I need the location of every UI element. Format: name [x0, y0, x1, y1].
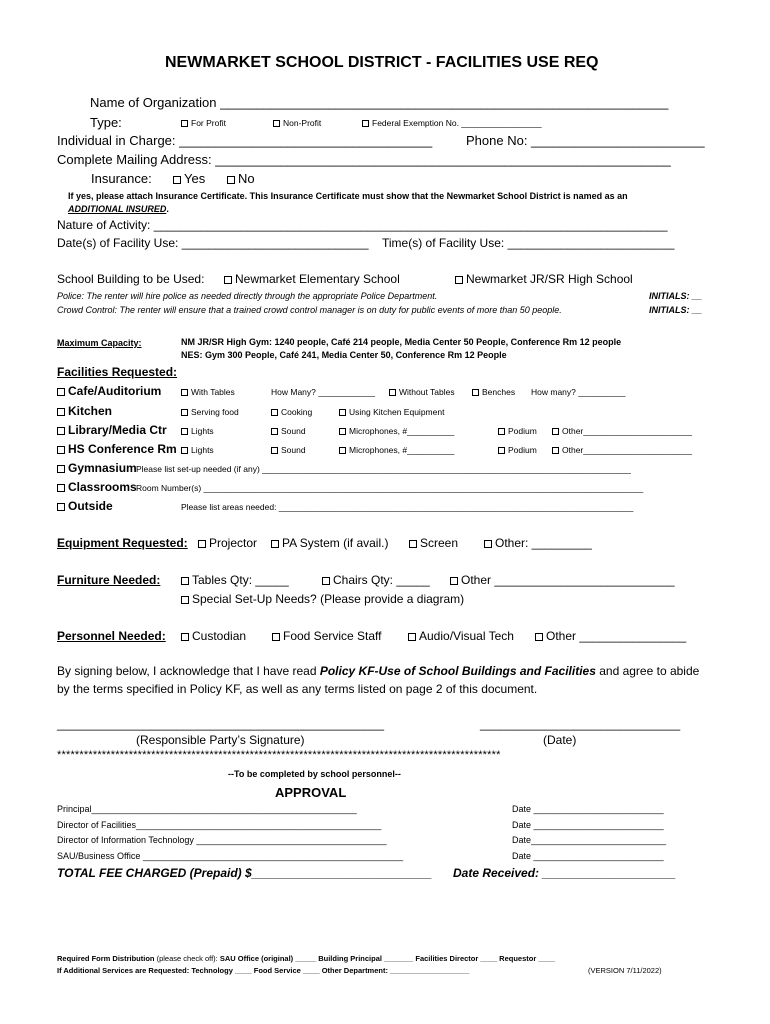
special-setup-option[interactable]: Special Set-Up Needs? (Please provide a diagram): [181, 593, 464, 605]
pa-system-option[interactable]: PA System (if avail.): [271, 537, 388, 549]
equipment-label: Equipment Requested:: [57, 536, 188, 550]
checkbox-icon[interactable]: [181, 409, 188, 416]
checkbox-icon[interactable]: [408, 633, 416, 641]
library-option[interactable]: Library/Media Ctr: [57, 424, 167, 436]
checkbox-icon[interactable]: [409, 540, 417, 548]
furniture-other-option[interactable]: Other ___________________________: [450, 574, 675, 586]
cafe-option[interactable]: Cafe/Auditorium: [57, 385, 161, 397]
classrooms-option[interactable]: Classrooms: [57, 481, 137, 493]
total-fee-field[interactable]: TOTAL FEE CHARGED (Prepaid) $___________________________: [57, 866, 432, 880]
facilities-heading: Facilities Requested:: [57, 365, 178, 379]
federal-exemption-option[interactable]: Federal Exemption No. _________________: [362, 119, 542, 128]
outside-areas-field[interactable]: Please list areas needed: ___________________________________________________________________________: [181, 502, 634, 512]
food-service-staff-option[interactable]: Food Service Staff: [272, 630, 382, 642]
signature-label: (Responsible Party’s Signature): [136, 733, 305, 747]
projector-option[interactable]: Projector: [198, 537, 257, 549]
conf-microphones-option[interactable]: Microphones, #__________: [339, 446, 454, 455]
serving-food-option[interactable]: Serving food: [181, 408, 239, 417]
signature-date-field[interactable]: ______________________________: [480, 717, 681, 731]
insurance-note: If yes, please attach Insurance Certificate. This Insurance Certificate must show that the Newmarket School District is named as an: [68, 191, 628, 201]
capacity-label: Maximum Capacity:: [57, 338, 142, 348]
library-sound-option[interactable]: Sound: [271, 427, 306, 436]
crowd-control-note: Crowd Control: The renter will ensure that a trained crowd control manager is on duty for public events of more than 50 people.: [57, 305, 562, 315]
insurance-yes-option[interactable]: Yes: [173, 172, 205, 185]
checkbox-icon[interactable]: [339, 409, 346, 416]
checkbox-icon[interactable]: [339, 447, 346, 454]
other-department-check[interactable]: Other Department: ___________________: [321, 966, 470, 975]
mailing-address-field[interactable]: Complete Mailing Address: _______________________________________________________________: [57, 152, 671, 167]
checkbox-icon[interactable]: [272, 633, 280, 641]
checkbox-icon[interactable]: [552, 428, 559, 435]
chairs-qty-option[interactable]: Chairs Qty: _____: [322, 574, 430, 586]
benches-option[interactable]: Benches: [472, 388, 515, 397]
insurance-no-option[interactable]: No: [227, 172, 255, 185]
checkbox-icon[interactable]: [271, 447, 278, 454]
personnel-only-note: --To be completed by school personnel--: [228, 769, 401, 779]
checkbox-icon[interactable]: [181, 120, 188, 127]
requestor-check[interactable]: Requestor ____: [499, 954, 556, 963]
checkbox-icon[interactable]: [498, 447, 505, 454]
checkbox-icon[interactable]: [339, 428, 346, 435]
checkbox-icon[interactable]: [535, 633, 543, 641]
technology-check[interactable]: Technology ____: [191, 966, 252, 975]
cooking-option[interactable]: Cooking: [271, 408, 312, 417]
cafe-how-many-field[interactable]: How Many? ____________: [271, 387, 375, 397]
checkbox-icon[interactable]: [227, 176, 235, 184]
checkbox-icon[interactable]: [271, 428, 278, 435]
checkbox-icon[interactable]: [57, 484, 65, 492]
checkbox-icon[interactable]: [484, 540, 492, 548]
checkbox-icon[interactable]: [498, 428, 505, 435]
checkbox-icon[interactable]: [455, 276, 463, 284]
gym-setup-field[interactable]: Please list set-up needed (if any) ______________________________________________________________________________: [136, 464, 631, 474]
signature-field[interactable]: _________________________________________________: [57, 717, 385, 731]
furniture-label: Furniture Needed:: [57, 573, 161, 587]
police-note: Police: The renter will hire police as needed directly through the appropriate Police Department.: [57, 291, 438, 301]
times-of-use-field[interactable]: Time(s) of Facility Use: _________________________: [382, 236, 675, 250]
phone-field[interactable]: Phone No: ________________________: [466, 133, 705, 148]
insurance-label: Insurance:: [91, 171, 152, 186]
checkbox-icon[interactable]: [198, 540, 206, 548]
personnel-label: Personnel Needed:: [57, 629, 166, 643]
checkbox-icon[interactable]: [271, 409, 278, 416]
hs-conference-option[interactable]: HS Conference Rm: [57, 443, 177, 455]
kitchen-equipment-option[interactable]: Using Kitchen Equipment: [339, 408, 444, 417]
acknowledgement-line-1: By signing below, I acknowledge that I have read Policy KF-Use of School Buildings and Facilities and agree to abide: [57, 664, 700, 678]
checkbox-icon[interactable]: [273, 120, 280, 127]
principal-date-field[interactable]: Date __________________________: [512, 804, 664, 814]
library-microphones-option[interactable]: Microphones, #__________: [339, 427, 454, 436]
it-date-field[interactable]: Date___________________________: [512, 835, 667, 845]
library-podium-option[interactable]: Podium: [498, 427, 537, 436]
page-title: NEWMARKET SCHOOL DISTRICT - FACILITIES USE REQ: [165, 54, 599, 71]
without-tables-option[interactable]: Without Tables: [389, 388, 455, 397]
equipment-other-option[interactable]: Other: _________: [484, 537, 592, 549]
signature-date-label: (Date): [543, 733, 577, 747]
checkbox-icon[interactable]: [322, 577, 330, 585]
separator-stars: ***************************************************************************************************: [57, 749, 501, 761]
checkbox-icon[interactable]: [224, 276, 232, 284]
gymnasium-option[interactable]: Gymnasium: [57, 462, 137, 474]
checkbox-icon[interactable]: [181, 389, 188, 396]
checkbox-icon[interactable]: [389, 389, 396, 396]
checkbox-icon[interactable]: [472, 389, 479, 396]
approval-heading: APPROVAL: [275, 785, 347, 800]
outside-option[interactable]: Outside: [57, 500, 113, 512]
custodian-option[interactable]: Custodian: [181, 630, 246, 642]
library-other-option[interactable]: Other_______________________: [552, 427, 692, 436]
version-label: (VERSION 7/11/2022): [588, 966, 662, 975]
conf-sound-option[interactable]: Sound: [271, 446, 306, 455]
checkbox-icon[interactable]: [181, 577, 189, 585]
director-facilities-field[interactable]: Director of Facilities_________________________________________________: [57, 820, 382, 830]
checkbox-icon[interactable]: [57, 408, 65, 416]
acknowledgement-line-2: by the terms specified in Policy KF, as well as any terms listed on page 2 of this document.: [57, 682, 538, 696]
policy-reference: Policy KF-Use of School Buildings and Facilities: [319, 664, 596, 678]
additional-insured-note: ADDITIONAL INSURED.: [68, 204, 169, 214]
checkbox-icon[interactable]: [57, 503, 65, 511]
police-initials-field[interactable]: INITIALS: __: [649, 291, 703, 301]
building-label: School Building to be Used:: [57, 272, 205, 286]
checkbox-icon[interactable]: [181, 633, 189, 641]
building-elementary-option[interactable]: Newmarket Elementary School: [224, 273, 400, 285]
crowd-initials-field[interactable]: INITIALS: __: [649, 305, 703, 315]
capacity-line-1: NM JR/SR High Gym: 1240 people, Café 214 people, Media Center 50 People, Conference Rm 12 people: [181, 337, 622, 347]
individual-in-charge-field[interactable]: Individual in Charge: ___________________________________: [57, 133, 433, 148]
checkbox-icon[interactable]: [552, 447, 559, 454]
screen-option[interactable]: Screen: [409, 537, 458, 549]
building-highschool-option[interactable]: Newmarket JR/SR High School: [455, 273, 633, 285]
room-numbers-field[interactable]: Room Number(s) _____________________________________________________________________________________________: [136, 483, 644, 493]
checkbox-icon[interactable]: [362, 120, 369, 127]
organization-name-field[interactable]: Name of Organization ______________________________________________________________: [90, 95, 669, 110]
sau-business-office-field[interactable]: SAU/Business Office ____________________________________________________: [57, 851, 404, 861]
non-profit-option[interactable]: Non-Profit: [273, 119, 321, 128]
library-lights-option[interactable]: Lights: [181, 427, 214, 436]
av-tech-option[interactable]: Audio/Visual Tech: [408, 630, 514, 642]
checkbox-icon[interactable]: [181, 447, 188, 454]
tables-qty-option[interactable]: Tables Qty: _____: [181, 574, 289, 586]
checkbox-icon[interactable]: [181, 596, 189, 604]
conf-podium-option[interactable]: Podium: [498, 446, 537, 455]
for-profit-option[interactable]: For Profit: [181, 119, 226, 128]
checkbox-icon[interactable]: [181, 428, 188, 435]
checkbox-icon[interactable]: [450, 577, 458, 585]
type-label: Type:: [90, 115, 122, 130]
kitchen-option[interactable]: Kitchen: [57, 405, 112, 417]
conf-lights-option[interactable]: Lights: [181, 446, 214, 455]
conf-other-option[interactable]: Other_______________________: [552, 446, 692, 455]
director-it-field[interactable]: Director of Information Technology ______________________________________: [57, 835, 387, 845]
additional-services-line: If Additional Services are Requested: Technology ____ Food Service ____ Other Department: ___________________: [57, 966, 470, 975]
with-tables-option[interactable]: With Tables: [181, 388, 235, 397]
principal-field[interactable]: Principal_____________________________________________________: [57, 804, 357, 814]
building-principal-check[interactable]: Building Principal _______: [318, 954, 414, 963]
benches-how-many-field[interactable]: How many? __________: [531, 387, 626, 397]
checkbox-icon[interactable]: [57, 446, 65, 454]
checkbox-icon[interactable]: [271, 540, 279, 548]
personnel-other-option[interactable]: Other ________________: [535, 630, 686, 642]
checkbox-icon[interactable]: [57, 388, 65, 396]
checkbox-icon[interactable]: [57, 427, 65, 435]
sau-date-field[interactable]: Date __________________________: [512, 851, 664, 861]
dates-of-use-field[interactable]: Date(s) of Facility Use: ____________________________: [57, 236, 369, 250]
distribution-line: Required Form Distribution (please check off): SAU Office (original) _____ Building Principal _______ Facilities Director ____ Requestor ____: [57, 954, 556, 963]
facilities-date-field[interactable]: Date __________________________: [512, 820, 664, 830]
nature-of-activity-field[interactable]: Nature of Activity: _____________________________________________________________________________: [57, 218, 668, 232]
capacity-line-2: NES: Gym 300 People, Café 241, Media Center 50, Conference Rm 12 People: [181, 350, 507, 360]
facilities-director-check[interactable]: Facilities Director ____: [415, 954, 498, 963]
sau-office-check[interactable]: SAU Office (original) _____: [219, 954, 317, 963]
checkbox-icon[interactable]: [173, 176, 181, 184]
checkbox-icon[interactable]: [57, 465, 65, 473]
food-service-check[interactable]: Food Service ____: [253, 966, 320, 975]
date-received-field[interactable]: Date Received: ____________________: [453, 866, 676, 880]
